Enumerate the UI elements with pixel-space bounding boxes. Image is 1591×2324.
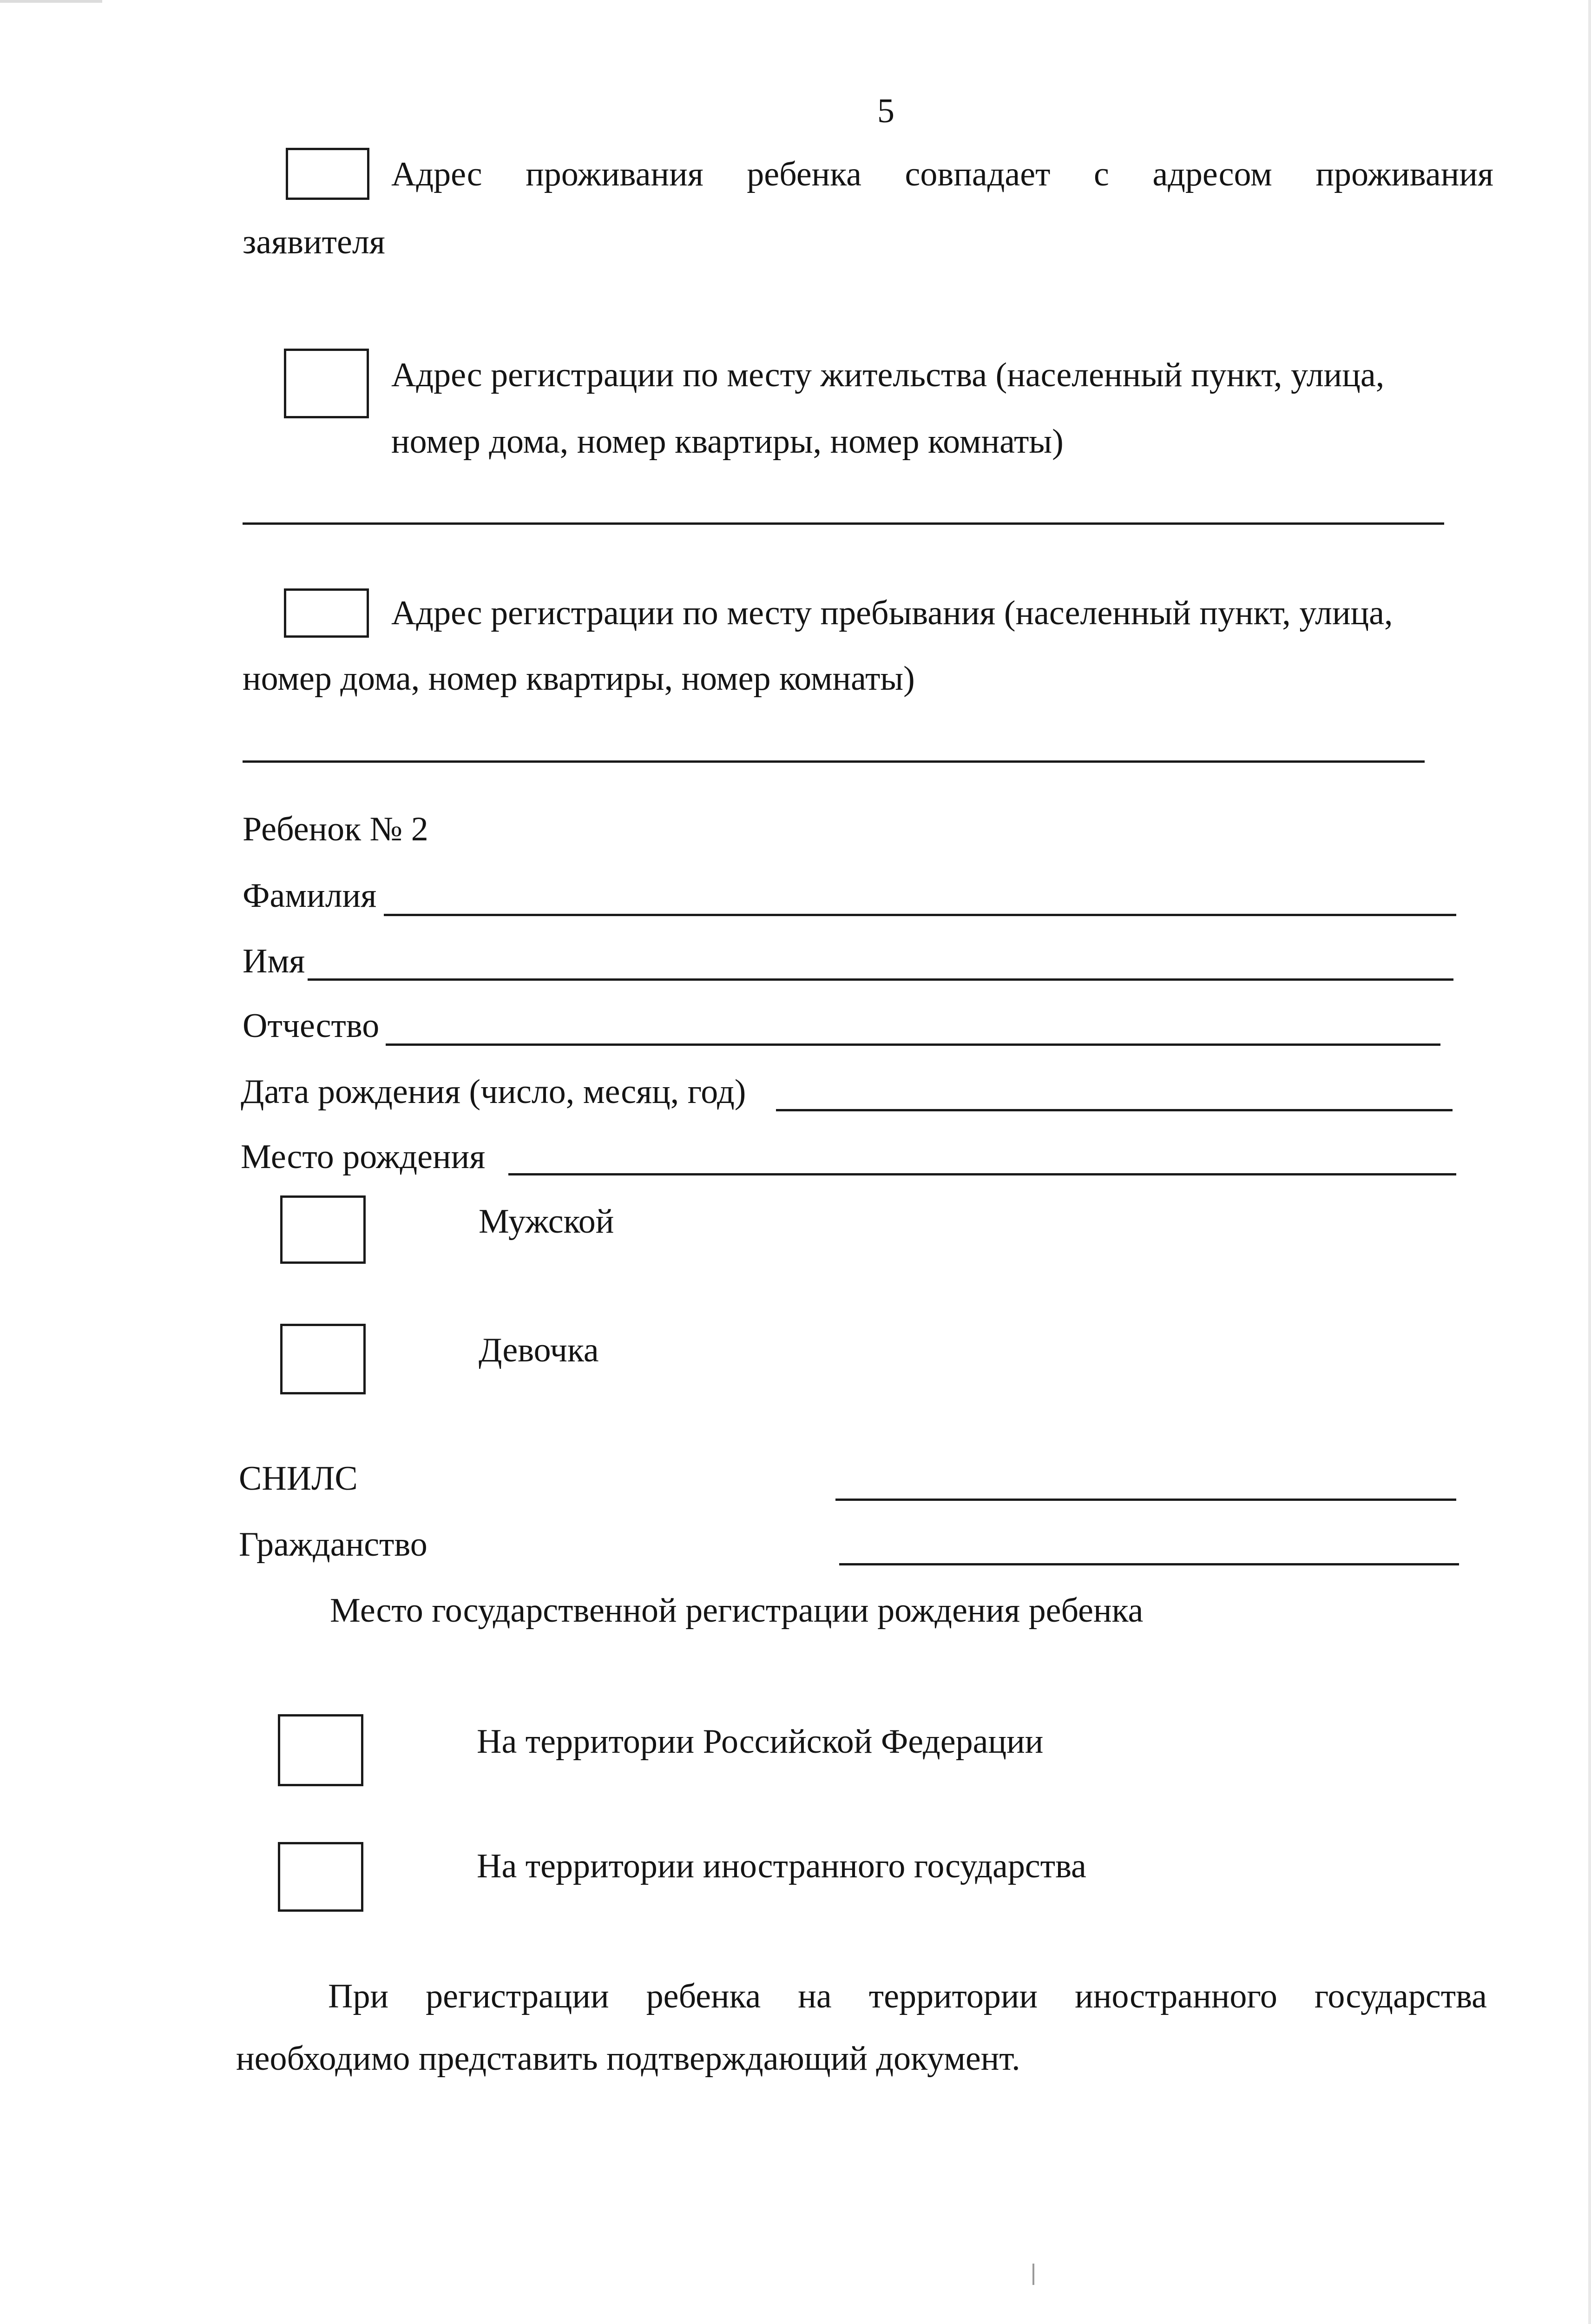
female-checkbox[interactable]	[280, 1324, 366, 1394]
scan-mark	[1032, 2264, 1034, 2285]
russia-checkbox[interactable]	[278, 1714, 363, 1786]
child-heading: Ребенок № 2	[243, 810, 428, 848]
residence-address-checkbox[interactable]	[284, 349, 369, 418]
same-address-checkbox[interactable]	[286, 148, 369, 200]
surname-label: Фамилия	[243, 877, 377, 915]
birth-place-input-line[interactable]	[508, 1173, 1456, 1175]
male-label: Мужской	[479, 1202, 614, 1241]
same-address-label-line1: Адрес проживания ребенка совпадает с адресом проживания	[391, 155, 1493, 193]
scan-edge-right	[1588, 0, 1591, 2324]
citizenship-input-line[interactable]	[839, 1563, 1459, 1565]
snils-label: СНИЛС	[239, 1459, 358, 1498]
snils-input-line[interactable]	[835, 1499, 1456, 1501]
stay-address-input-line[interactable]	[243, 760, 1425, 763]
citizenship-label: Гражданство	[239, 1525, 427, 1564]
name-input-line[interactable]	[308, 978, 1453, 981]
stay-address-checkbox[interactable]	[284, 588, 369, 638]
stay-address-label-line1: Адрес регистрации по месту пребывания (населенный пункт, улица,	[391, 594, 1393, 632]
name-label: Имя	[243, 942, 305, 980]
russia-label: На территории Российской Федерации	[477, 1723, 1044, 1761]
note-line1: При регистрации ребенка на территории иностранного государства	[328, 1977, 1487, 2015]
male-checkbox[interactable]	[280, 1195, 366, 1264]
stay-address-label-line2: номер дома, номер квартиры, номер комнаты)	[243, 660, 915, 698]
scan-edge-top	[0, 0, 102, 3]
female-label: Девочка	[479, 1331, 599, 1369]
birth-place-label: Место рождения	[241, 1138, 486, 1176]
surname-input-line[interactable]	[384, 914, 1456, 916]
page-number: 5	[877, 92, 894, 130]
birth-date-input-line[interactable]	[776, 1109, 1453, 1111]
foreign-checkbox[interactable]	[278, 1842, 363, 1912]
patronymic-input-line[interactable]	[386, 1043, 1440, 1046]
patronymic-label: Отчество	[243, 1007, 380, 1045]
residence-address-label-line1: Адрес регистрации по месту жительства (населенный пункт, улица,	[391, 356, 1385, 394]
note-line2: необходимо представить подтверждающий документ.	[236, 2040, 1020, 2078]
same-address-label-line2: заявителя	[243, 223, 385, 261]
residence-address-input-line[interactable]	[243, 522, 1444, 525]
foreign-label: На территории иностранного государства	[477, 1847, 1086, 1885]
registration-heading: Место государственной регистрации рождения ребенка	[330, 1591, 1144, 1630]
residence-address-label-line2: номер дома, номер квартиры, номер комнаты)	[391, 423, 1064, 461]
birth-date-label: Дата рождения (число, месяц, год)	[241, 1073, 746, 1111]
